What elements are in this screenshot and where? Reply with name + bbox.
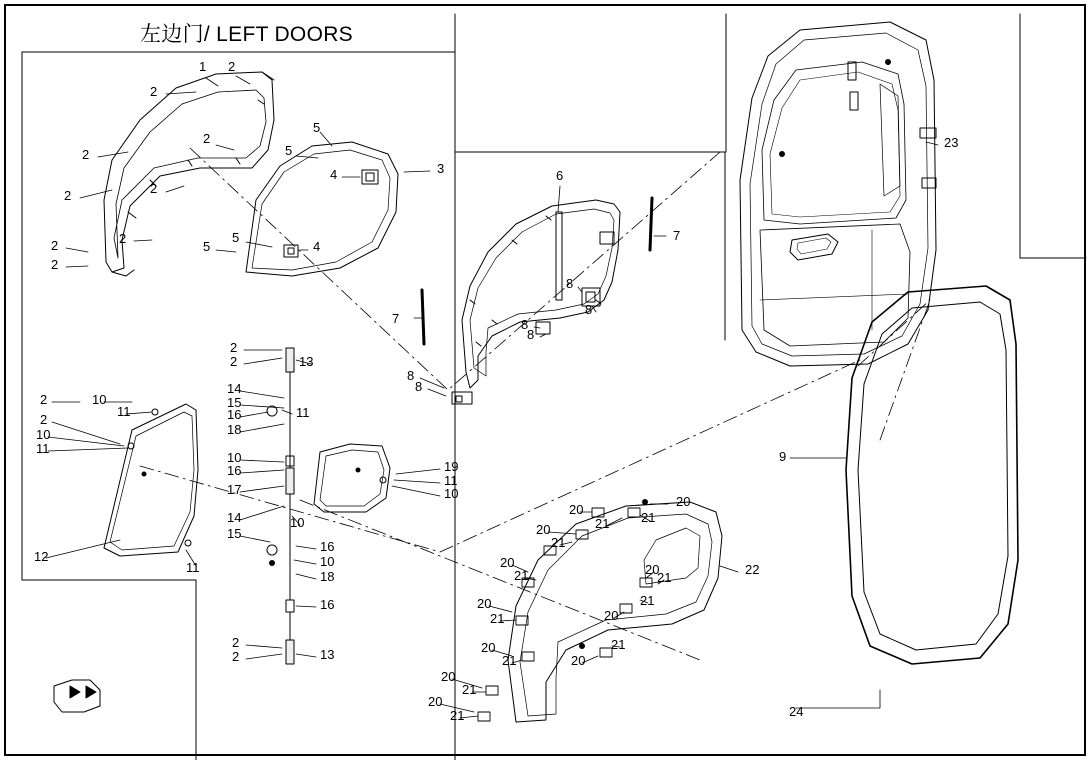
callout-number: 17 bbox=[227, 482, 242, 497]
callout-number: 2 bbox=[51, 257, 59, 272]
callout-number: 11 bbox=[444, 473, 458, 488]
page-title: 左边门/ LEFT DOORS bbox=[140, 23, 353, 46]
callout-number: 10 bbox=[227, 450, 242, 465]
callout-number: 20 bbox=[481, 640, 496, 655]
callout-number: 23 bbox=[944, 135, 959, 150]
callout-number: 2 bbox=[51, 238, 59, 253]
callout-number: 20 bbox=[571, 653, 586, 668]
callout-number: 21 bbox=[450, 708, 465, 723]
callout-number: 20 bbox=[477, 596, 492, 611]
callout-number: 16 bbox=[227, 463, 242, 478]
callout-number: 5 bbox=[232, 230, 240, 245]
callout-number: 16 bbox=[320, 597, 335, 612]
callout-number: 20 bbox=[569, 502, 584, 517]
callout-number: 20 bbox=[676, 494, 691, 509]
callout-number: 8 bbox=[521, 317, 529, 332]
callout-number: 21 bbox=[657, 570, 672, 585]
callout-number: 6 bbox=[556, 168, 564, 183]
callout-number: 11 bbox=[36, 441, 50, 456]
callout-number: 20 bbox=[604, 608, 619, 623]
callout-number: 21 bbox=[611, 637, 626, 652]
callout-number: 8 bbox=[585, 302, 593, 317]
callout-number: 2 bbox=[150, 181, 158, 196]
callout-number: 2 bbox=[64, 188, 72, 203]
callout-number: 20 bbox=[441, 669, 456, 684]
callout-number: 16 bbox=[320, 539, 335, 554]
callout-number: 21 bbox=[595, 516, 610, 531]
callout-number: 15 bbox=[227, 395, 242, 410]
callout-number: 21 bbox=[502, 653, 517, 668]
callout-number: 2 bbox=[150, 84, 158, 99]
callout-number: 1 bbox=[199, 59, 207, 74]
callout-number: 18 bbox=[227, 422, 242, 437]
callout-number: 8 bbox=[415, 379, 423, 394]
callout-number: 11 bbox=[296, 405, 310, 420]
callout-number: 10 bbox=[92, 392, 107, 407]
callout-number: 22 bbox=[745, 562, 760, 577]
callout-number: 4 bbox=[330, 167, 338, 182]
callout-number: 7 bbox=[392, 311, 400, 326]
callout-number: 10 bbox=[36, 427, 51, 442]
callout-number: 3 bbox=[437, 161, 445, 176]
callout-number: 11 bbox=[117, 404, 131, 419]
callout-number: 2 bbox=[119, 231, 127, 246]
callout-number: 13 bbox=[320, 647, 335, 662]
callout-number: 24 bbox=[789, 704, 804, 719]
callout-number: 21 bbox=[551, 535, 566, 550]
callout-number: 8 bbox=[566, 276, 574, 291]
callout-number: 20 bbox=[500, 555, 515, 570]
callout-number: 4 bbox=[313, 239, 321, 254]
callout-number: 19 bbox=[444, 459, 459, 474]
callout-number: 21 bbox=[640, 593, 655, 608]
callout-number: 18 bbox=[320, 569, 335, 584]
callout-number: 2 bbox=[230, 354, 238, 369]
callout-number: 8 bbox=[407, 368, 415, 383]
callout-number: 13 bbox=[299, 354, 314, 369]
callout-number: 2 bbox=[203, 131, 211, 146]
callout-number: 10 bbox=[290, 515, 305, 530]
callout-number: 2 bbox=[232, 649, 240, 664]
callout-number: 5 bbox=[313, 120, 321, 135]
callout-number: 12 bbox=[34, 549, 49, 564]
callout-number: 20 bbox=[536, 522, 551, 537]
callout-number: 11 bbox=[186, 560, 200, 575]
callout-number: 9 bbox=[779, 449, 787, 464]
callout-number: 2 bbox=[230, 340, 238, 355]
callout-number: 21 bbox=[462, 682, 477, 697]
callout-number: 5 bbox=[285, 143, 293, 158]
callout-number: 21 bbox=[490, 611, 505, 626]
callout-number: 2 bbox=[40, 412, 48, 427]
callout-number: 21 bbox=[641, 510, 656, 525]
callout-number: 20 bbox=[428, 694, 443, 709]
callout-number: 16 bbox=[227, 407, 242, 422]
callout-number: 2 bbox=[82, 147, 90, 162]
callout-number: 10 bbox=[444, 486, 459, 501]
callout-number: 2 bbox=[228, 59, 236, 74]
callout-number: 14 bbox=[227, 510, 242, 525]
callout-number: 10 bbox=[320, 554, 335, 569]
callout-number: 2 bbox=[40, 392, 48, 407]
callout-number: 7 bbox=[673, 228, 681, 243]
callout-number: 8 bbox=[527, 327, 535, 342]
callout-number: 14 bbox=[227, 381, 242, 396]
callout-number: 21 bbox=[514, 568, 529, 583]
callout-number: 2 bbox=[232, 635, 240, 650]
callout-number: 15 bbox=[227, 526, 242, 541]
callout-number: 5 bbox=[203, 239, 211, 254]
callout-number: 20 bbox=[645, 562, 660, 577]
